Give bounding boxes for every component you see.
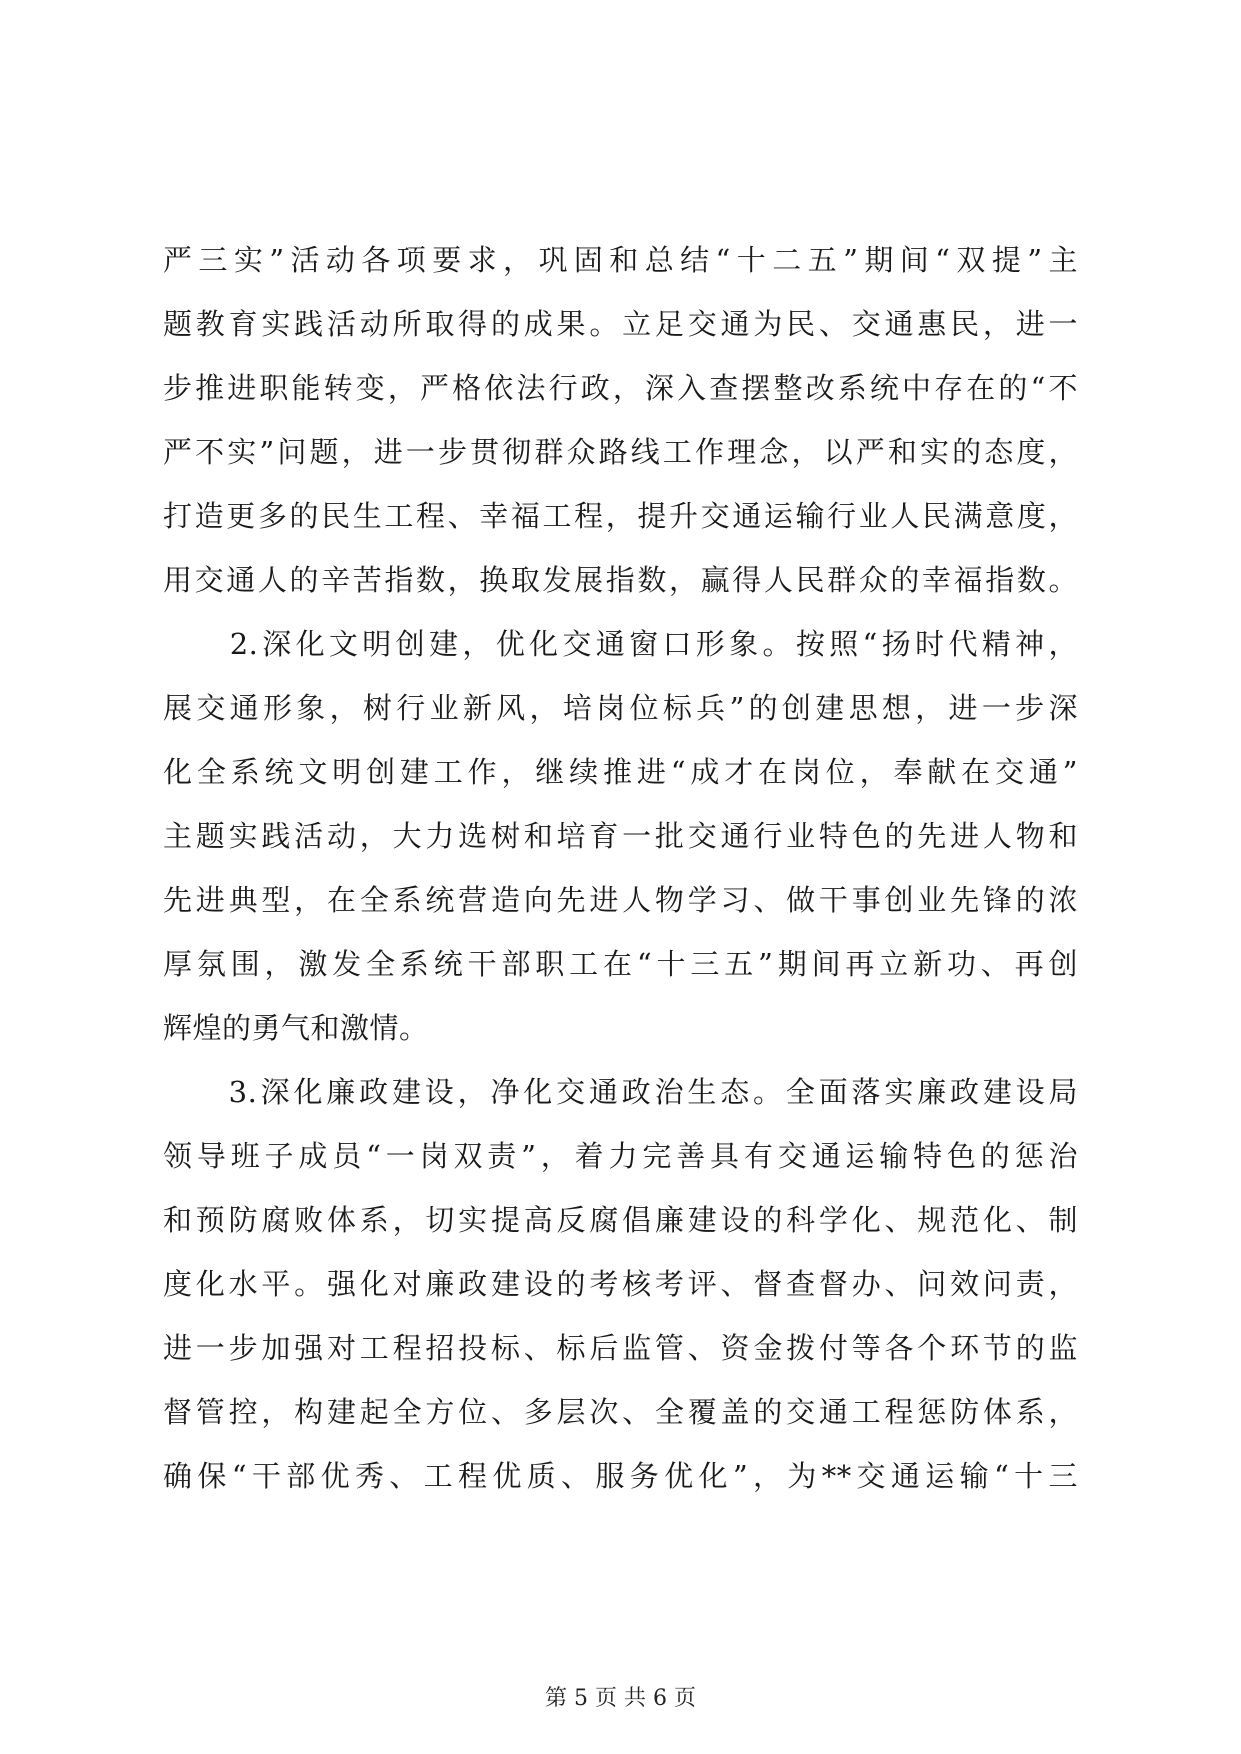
text-line: 严三实”活动各项要求，巩固和总结“十二五”期间“双提”主 [163,243,1078,277]
text-line: 打造更多的民生工程、幸福工程，提升交通运输行业人民满意度， [163,499,1078,533]
text-line: 2.深化文明创建，优化交通窗口形象。按照“扬时代精神， [163,627,1078,661]
text-line: 严不实”问题，进一步贯彻群众路线工作理念，以严和实的态度， [163,435,1078,469]
text-line: 辉煌的勇气和激情。 [163,1011,429,1045]
text-line: 先进典型，在全系统营造向先进人物学习、做干事创业先锋的浓 [163,883,1078,917]
text-line: 督管控，构建起全方位、多层次、全覆盖的交通工程惩防体系， [163,1395,1078,1429]
text-line: 度化水平。强化对廉政建设的考核考评、督查督办、问效问责， [163,1267,1078,1301]
text-line: 化全系统文明创建工作，继续推进“成才在岗位，奉献在交通” [163,755,1078,789]
text-line: 厚氛围，激发全系统干部职工在“十三五”期间再立新功、再创 [163,947,1078,981]
text-line: 确保“干部优秀、工程优质、服务优化”，为**交通运输“十三 [163,1459,1078,1493]
text-line: 3.深化廉政建设，净化交通政治生态。全面落实廉政建设局 [163,1075,1078,1109]
text-line: 步推进职能转变，严格依法行政，深入查摆整改系统中存在的“不 [163,371,1078,405]
text-line: 主题实践活动，大力选树和培育一批交通行业特色的先进人物和 [163,819,1078,853]
text-line: 进一步加强对工程招投标、标后监管、资金拨付等各个环节的监 [163,1331,1078,1365]
text-line: 题教育实践活动所取得的成果。立足交通为民、交通惠民，进一 [163,307,1078,341]
paragraph-continuation [163,228,1078,612]
page-number: 第 5 页 共 6 页 [545,1686,696,1711]
text-line: 和预防腐败体系，切实提高反腐倡廉建设的科学化、规范化、制 [163,1203,1078,1237]
paragraph-civilization [163,612,1078,1060]
text-line: 展交通形象，树行业新风，培岗位标兵”的创建思想，进一步深 [163,691,1078,725]
paragraph-integrity [163,1060,1078,1508]
text-line: 领导班子成员“一岗双责”，着力完善具有交通运输特色的惩治 [163,1139,1078,1173]
text-line: 用交通人的辛苦指数，换取发展指数，赢得人民群众的幸福指数。 [163,563,1078,597]
document-body [163,228,1078,1508]
